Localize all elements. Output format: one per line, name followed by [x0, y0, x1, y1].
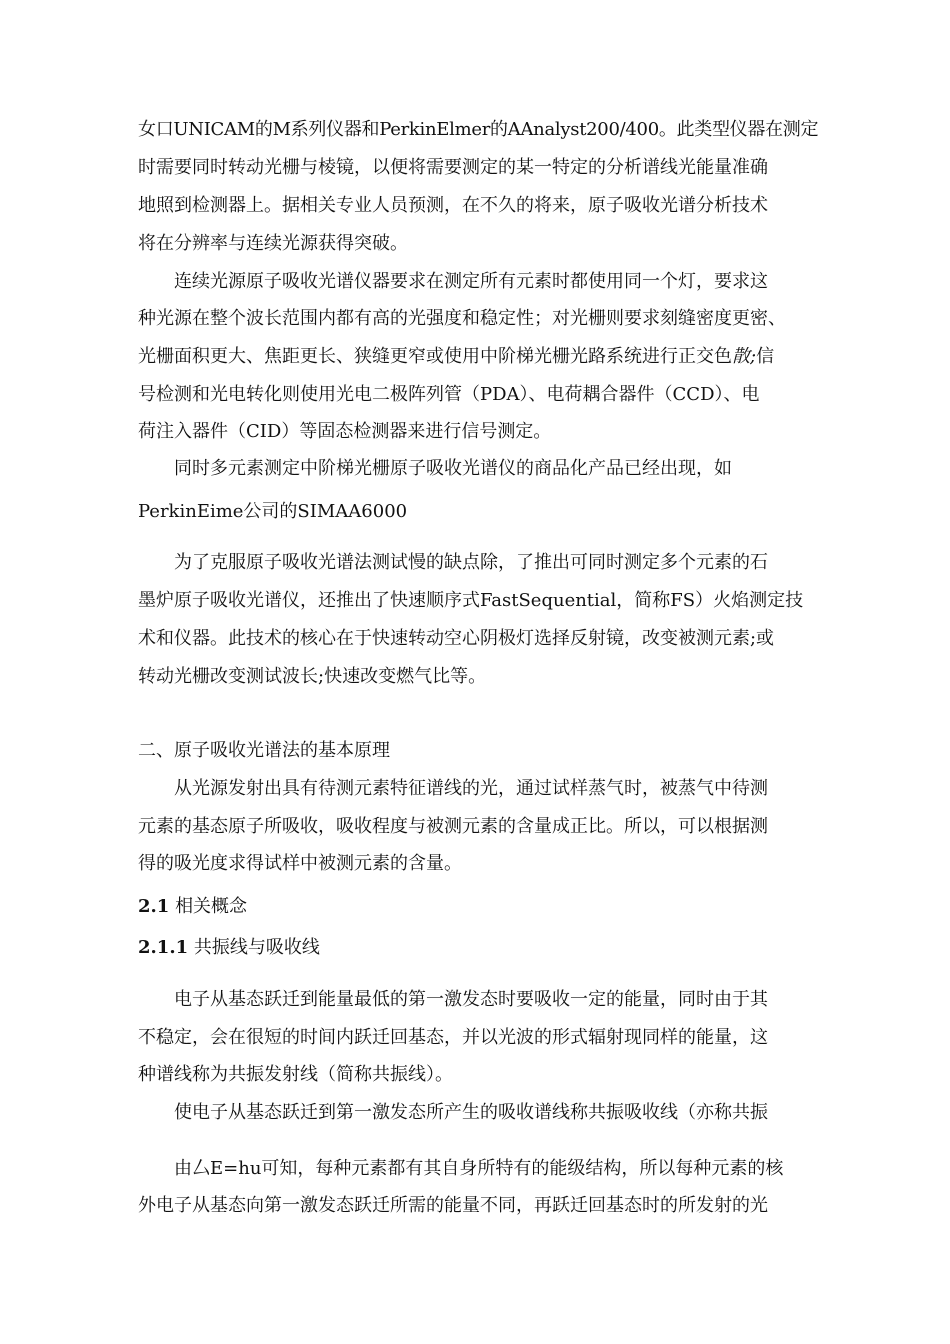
p2-line-4: 号检测和光电转化则使用光电二极阵列管（PDA）、电荷耦合器件（CCD）、电 [138, 384, 760, 405]
p2-line-3-main: 光栅面积更大、焦距更长、狭缝更窄或使用中阶梯光栅光路系统进行正交色 [138, 346, 732, 367]
p3-line-2: PerkinEime公司的SIMAA6000 [138, 501, 408, 522]
p5-line-3: 种谱线称为共振发射线（简称共振线）。 [138, 1064, 453, 1085]
p4-line-1: 为了克服原子吸收光谱法测试慢的缺点除，了推出可同时测定多个元素的石 [174, 552, 768, 573]
section2-line-2: 元素的基态原子所吸收，吸收程度与被测元素的含量成正比。所以，可以根据测 [138, 816, 768, 837]
p6-line-1: 使电子从基态跃迁到第一激发态所产生的吸收谱线称共振吸收线（亦称共振 [174, 1102, 768, 1123]
subsection-2-1-1-number: 2.1.1 [138, 937, 189, 958]
p7-line-2: 外电子从基态向第一激发态跃迁所需的能量不同，再跃迁回基态时的所发射的光 [138, 1195, 768, 1216]
section-heading: 二、原子吸收光谱法的基本原理 [138, 740, 390, 761]
section2-line-1: 从光源发射出具有待测元素特征谱线的光，通过试样蒸气时，被蒸气中待测 [174, 778, 768, 799]
p4-line-2: 墨炉原子吸收光谱仪，还推出了快速顺序式FastSequential，简称FS）火焰测定技 [138, 590, 804, 611]
p7-line-1: 由厶E=hu可知，每种元素都有其自身所特有的能级结构，所以每种元素的核 [174, 1158, 784, 1179]
p2-line-3-italic: 散; [732, 346, 757, 367]
p5-line-1: 电子从基态跃迁到能量最低的第一激发态时要吸收一定的能量，同时由于其 [174, 989, 768, 1010]
p4-line-3: 术和仪器。此技术的核心在于快速转动空心阴极灯选择反射镜，改变被测元素;或 [138, 628, 775, 649]
section2-line-3: 得的吸光度求得试样中被测元素的含量。 [138, 853, 462, 874]
p2-line-2: 种光源在整个波长范围内都有高的光强度和稳定性；对光栅则要求刻缝密度更密、 [138, 308, 786, 329]
subsection-2-1-number: 2.1 [138, 896, 170, 917]
subsection-2-1 [138, 895, 247, 919]
p1-line-4: 将在分辨率与连续光源获得突破。 [138, 233, 408, 254]
p1-line-1: 女口UNICAM的M系列仪器和PerkinElmer的AAnalyst200/400。此类型仪器在测定 [138, 119, 819, 140]
p1-line-2: 时需要同时转动光栅与棱镜，以便将需要测定的某一特定的分析谱线光能量准确 [138, 157, 768, 178]
subsection-2-1-1-title: 共振线与吸收线 [193, 937, 320, 958]
p5-line-2: 不稳定，会在很短的时间内跃迁回基态，并以光波的形式辐射现同样的能量，这 [138, 1027, 768, 1048]
p1-line-3: 地照到检测器上。据相关专业人员预测，在不久的将来，原子吸收光谱分析技术 [138, 195, 768, 216]
p2-line-5: 荷注入器件（CID）等固态检测器来进行信号测定。 [138, 421, 552, 442]
p2-line-3-end: 信 [756, 346, 775, 367]
subsection-2-1-1 [138, 936, 320, 960]
p4-line-4: 转动光栅改变测试波长;快速改变燃气比等。 [138, 666, 487, 687]
p3-line-1: 同时多元素测定中阶梯光栅原子吸收光谱仪的商品化产品已经出现，如 [174, 458, 732, 479]
subsection-2-1-title: 相关概念 [175, 896, 248, 917]
p2-line-3 [138, 345, 774, 369]
p2-line-1: 连续光源原子吸收光谱仪器要求在测定所有元素时都使用同一个灯，要求这 [174, 271, 768, 292]
